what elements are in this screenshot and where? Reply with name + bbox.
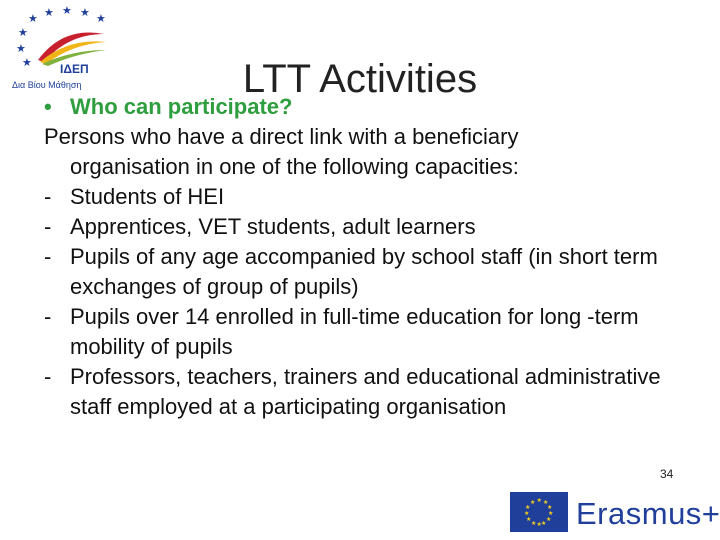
lead-line-2: organisation in one of the following capacities: bbox=[70, 154, 519, 179]
participant-list bbox=[44, 182, 704, 422]
idep-logo-name: ΙΔΕΠ bbox=[60, 62, 89, 76]
svg-text:★: ★ bbox=[96, 12, 106, 25]
svg-text:★: ★ bbox=[541, 520, 547, 527]
svg-text:★: ★ bbox=[44, 6, 54, 19]
svg-text:★: ★ bbox=[526, 516, 532, 523]
svg-text:★: ★ bbox=[548, 510, 554, 517]
svg-text:★: ★ bbox=[524, 510, 530, 517]
lead-paragraph bbox=[44, 122, 704, 182]
svg-text:★: ★ bbox=[536, 521, 542, 528]
list-item: - Apprentices, VET students, adult learners bbox=[44, 214, 476, 239]
list-item: - Students of HEI bbox=[44, 184, 225, 209]
svg-text:★: ★ bbox=[80, 6, 90, 19]
erasmus-wordmark: Erasmus+ bbox=[576, 496, 720, 531]
svg-text:★: ★ bbox=[531, 520, 537, 527]
svg-text:★: ★ bbox=[62, 4, 72, 17]
eu-flag-icon bbox=[510, 492, 568, 532]
idep-logo-tagline: Δια Βίου Μάθηση bbox=[12, 80, 82, 90]
list-item: - Professors, teachers, trainers and educational administrative staff employed at a participating organisation bbox=[44, 364, 661, 419]
page-number: 34 bbox=[660, 467, 674, 481]
bullet-dot: • bbox=[44, 94, 52, 119]
list-item: - Pupils over 14 enrolled in full-time education for long -term mobility of pupils bbox=[44, 304, 639, 359]
svg-text:★: ★ bbox=[16, 42, 26, 55]
svg-text:★: ★ bbox=[536, 497, 542, 504]
slide-title: LTT Activities bbox=[242, 56, 478, 101]
svg-text:★: ★ bbox=[543, 499, 549, 506]
list-item: - Pupils of any age accompanied by school staff (in short term exchanges of group of pupils) bbox=[44, 244, 658, 299]
svg-text:★: ★ bbox=[546, 516, 552, 523]
svg-text:★: ★ bbox=[28, 12, 38, 25]
svg-text:★: ★ bbox=[547, 504, 553, 511]
slide-content bbox=[44, 92, 704, 422]
svg-text:★: ★ bbox=[18, 26, 28, 39]
erasmus-logo bbox=[510, 492, 720, 536]
question-bullet bbox=[44, 92, 704, 122]
eu-stars bbox=[524, 497, 553, 528]
svg-text:★: ★ bbox=[530, 499, 536, 506]
svg-text:★: ★ bbox=[525, 504, 531, 511]
lead-line-1: Persons who have a direct link with a beneficiary bbox=[44, 124, 519, 149]
question-text: Who can participate? bbox=[70, 94, 293, 119]
svg-text:★: ★ bbox=[22, 56, 32, 69]
